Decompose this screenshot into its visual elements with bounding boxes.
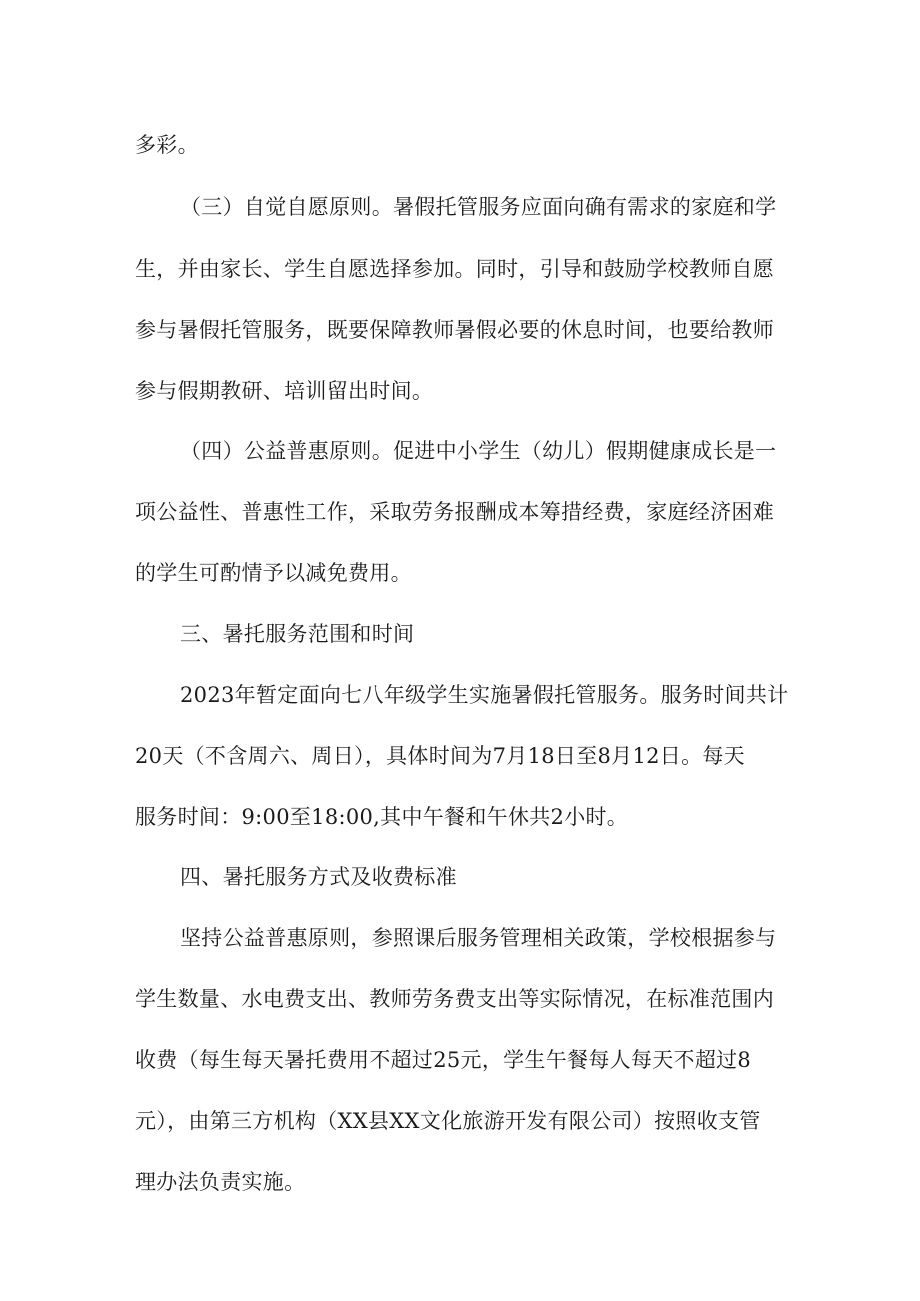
text-line-12: 服务时间：9:00至18:00,其中午餐和午休共2小时。: [135, 805, 629, 829]
text-line-6: （四）公益普惠原则。促进中小学生（幼儿）假期健康成长是一: [180, 439, 777, 463]
text-line-5: 参与假期教研、培训留出时间。: [135, 379, 434, 403]
section-heading-4: 四、暑托服务方式及收费标准: [180, 865, 457, 889]
text-line-18: 理办法负责实施。: [135, 1170, 306, 1194]
text-line-7: 项公益性、普惠性工作，采取劳务报酬成本筹措经费，家庭经济困难: [135, 500, 774, 524]
section-heading-3: 三、暑托服务范围和时间: [180, 622, 415, 646]
text-line-8: 的学生可酌情予以减免费用。: [135, 561, 412, 585]
text-line-4: 参与暑假托管服务，既要保障教师暑假必要的休息时间，也要给教师: [135, 318, 774, 342]
text-line-15: 学生数量、水电费支出、教师劳务费支出等实际情况，在标准范围内: [135, 987, 774, 1011]
text-line-11: 20天（不含周六、周日），具体时间为7月18日至8月12日。每天: [135, 744, 745, 768]
text-line-14: 坚持公益普惠原则，参照课后服务管理相关政策，学校根据参与: [180, 926, 777, 950]
text-line-3: 生，并由家长、学生自愿选择参加。同时，引导和鼓励学校教师自愿: [135, 257, 774, 281]
text-line-2: （三）自觉自愿原则。暑假托管服务应面向确有需求的家庭和学: [180, 195, 777, 219]
text-line-10: 2023年暂定面向七八年级学生实施暑假托管服务。服务时间共计: [180, 683, 789, 707]
text-line-16: 收费（每生每天暑托费用不超过25元，学生午餐每人每天不超过8: [135, 1048, 752, 1072]
text-line-1: 多彩。: [135, 133, 199, 157]
text-line-17: 元），由第三方机构（XX县XX文化旅游开发有限公司）按照收支管: [135, 1109, 761, 1133]
